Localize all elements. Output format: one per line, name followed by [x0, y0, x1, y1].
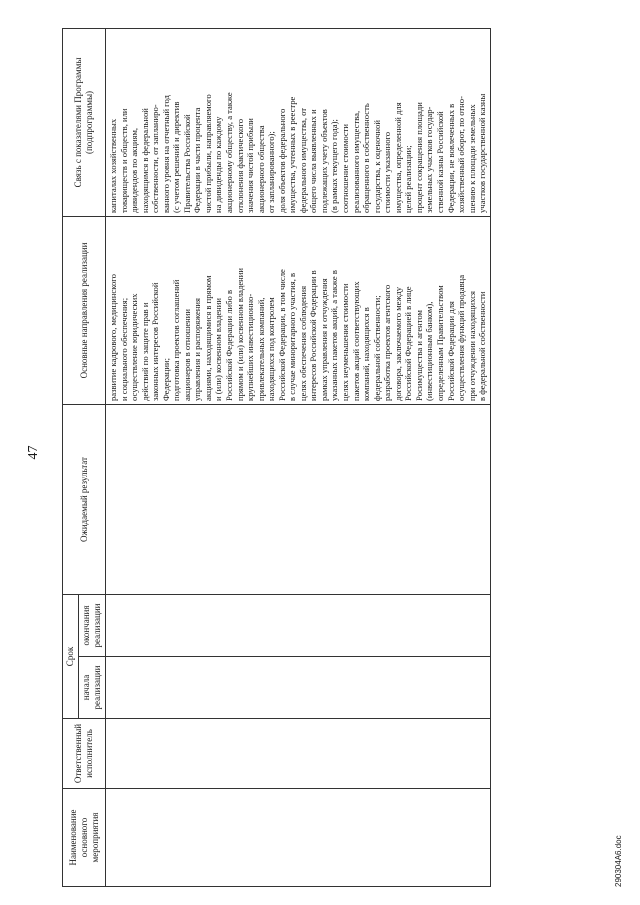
document-code: 290304A6.doc — [614, 835, 623, 887]
cell-start — [106, 657, 491, 719]
cell-program-link: капиталах хозяйственных товариществ и обществ, или дивидендов по акциям, находящимся в федеральной собственности, от запланиро- ванного уровня на отчетный год (с учетом решений и директив Правительства Российской Федерации в части процента чистой прибыли, направляемого на дивиденды по каждому акционерному обществу, а также отклонения фактического значения чистой прибыли акционерного общества от запланированного); доля объектов федерального имущества, учтенных в реестре федерального имущества, от общего числа выявленных и подлежащих учету объектов (в рамках текущего года); соотношение стоимости реализованного имущества, обращенного в собственность государства, к оценочной стоимости указанного имущества, определенной для целей реализации; процент сокращения площади земельных участков государ- ственной казны Российской Федерации, не вовлеченных в хозяйственный оборот, по отно- шению к площади земельных участков государственной казны — [106, 28, 491, 216]
cell-measure-name — [106, 789, 491, 887]
header-directions: Основные направления реализации — [63, 216, 106, 404]
header-program-link: Связь с показателями Программы (подпрограммы) — [63, 28, 106, 216]
cell-directions: развитие кадрового, медицинского и социального обеспечения; осуществление юридических действий по защите прав и законных интересов Российской Федерации; подготовка проектов соглашений акционеров в отношении управления и распоряжения акциями, находящимися в прямом и (или) косвенном владении Российской Федерации либо в прямом и (или) косвенном владении крупнейших инвестиционно- привлекательных компаний, находящихся под контролем Российской Федерации, в том числе в случае миноритарного участия, в целях обеспечения соблюдения интересов Российской Федерации в рамках управления и отчуждения указанных пакетов акций, а также в целях неуменьшения стоимости пакетов акций соответствующих компаний, находящихся в федеральной собственности; разработка проектов агентского договора, заключаемого между Российской Федерацией в лице Росимущества и агентом (инвестиционным банком), определенным Правительством Российской Федерации для осуществления функций продавца при отчуждении находящихся в федеральной собственности — [106, 216, 491, 404]
header-measure-name: Наименование основного мероприятия — [63, 789, 106, 887]
header-row-1 — [63, 28, 79, 886]
header-executor: Ответственный исполнитель — [63, 719, 106, 789]
cell-end — [106, 594, 491, 656]
header-start: начала реализации — [79, 657, 106, 719]
page-number: 47 — [26, 445, 41, 460]
table-row — [106, 28, 491, 886]
cell-executor — [106, 719, 491, 789]
header-term: Срок — [63, 594, 79, 718]
header-expected-result: Ожидаемый результат — [63, 404, 106, 594]
cell-expected-result — [106, 404, 491, 594]
header-end: окончания реализации — [79, 594, 106, 656]
measures-table — [62, 28, 491, 887]
